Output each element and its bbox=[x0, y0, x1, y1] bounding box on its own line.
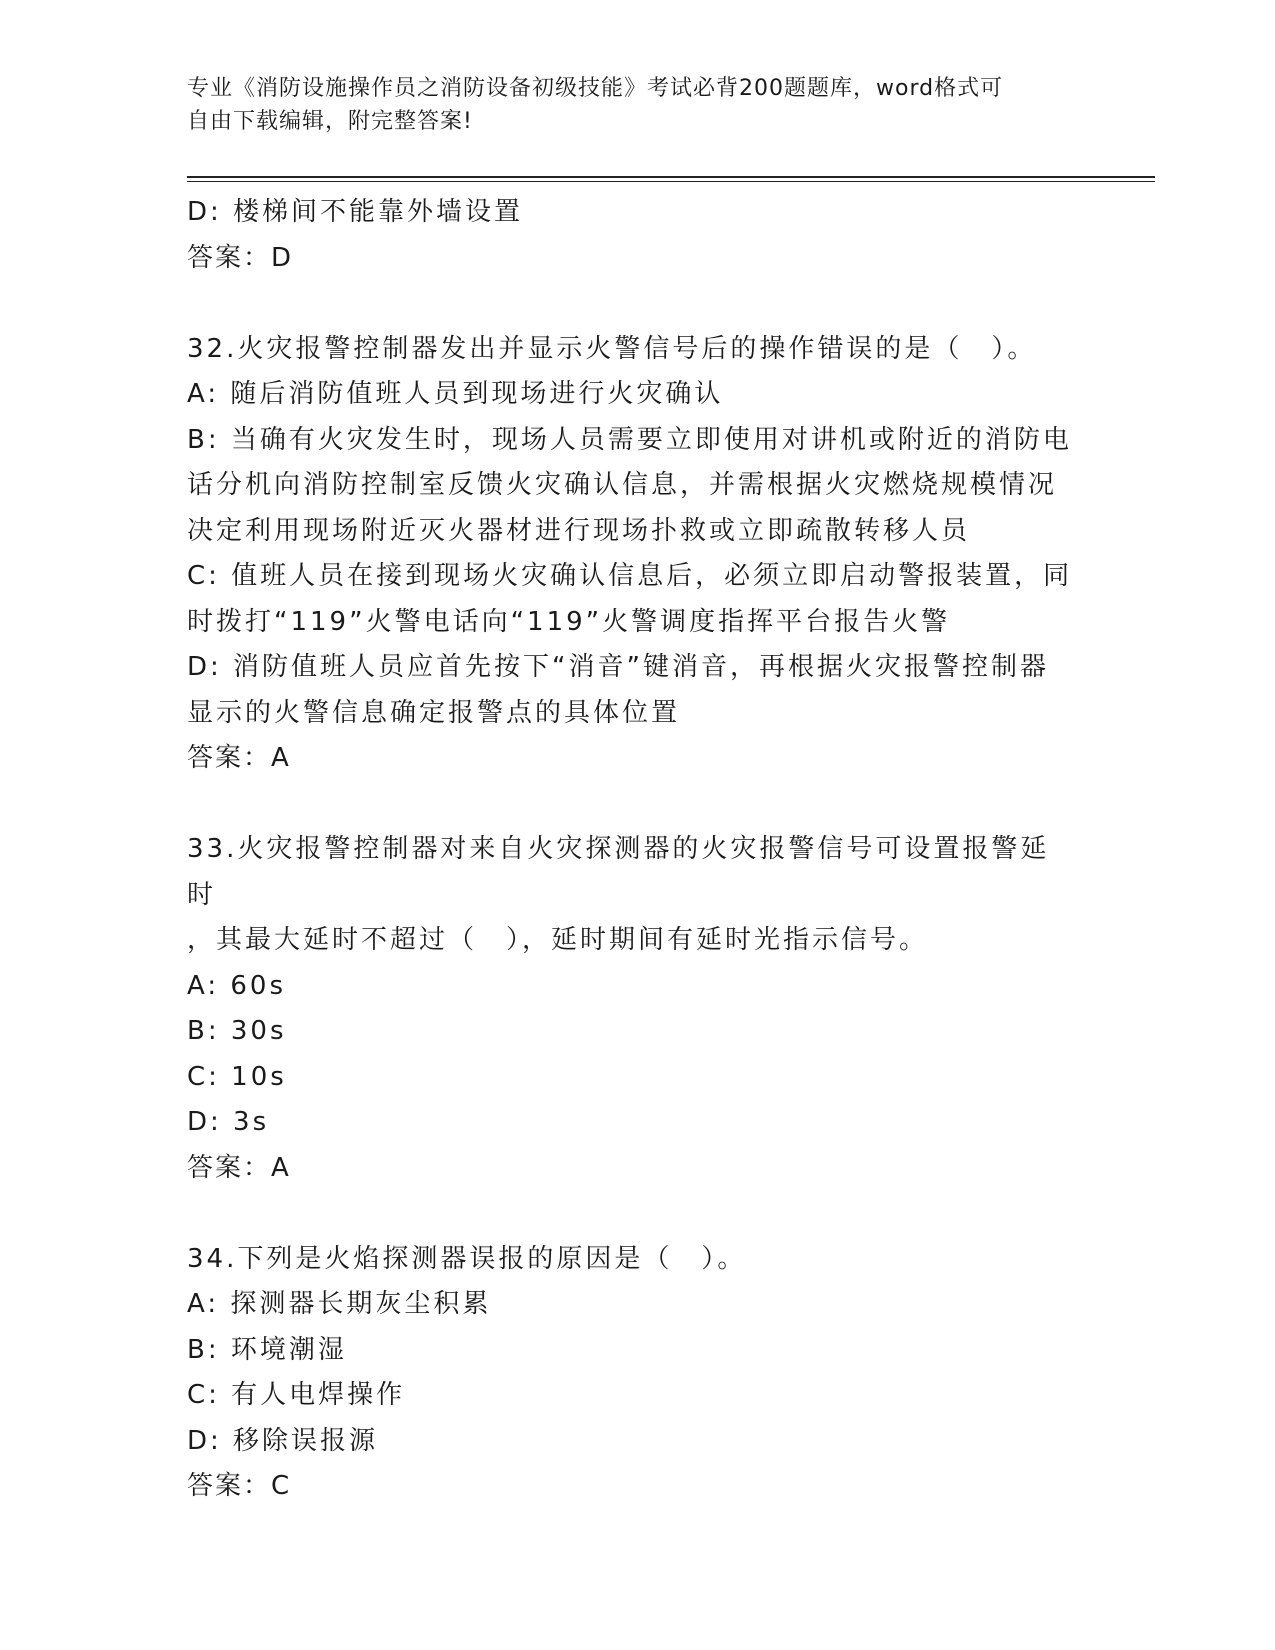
option-a: A: 60s bbox=[187, 970, 286, 1001]
header-divider-thin bbox=[187, 181, 1155, 182]
option-a: A: 探测器长期灰尘积累 bbox=[187, 1289, 492, 1319]
option-c: C: 值班人员在接到现场火灾确认信息后，必须立即启动警报装置，同 bbox=[187, 561, 1073, 591]
option-b-cont: 决定利用现场附近灭火器材进行现场扑救或立即疏散转移人员 bbox=[187, 515, 971, 546]
option-b: B: 当确有火灾发生时，现场人员需要立即使用对讲机或附近的消防电 bbox=[187, 424, 1072, 455]
option-b-cont: 话分机向消防控制室反馈火灾确认信息，并需根据火灾燃烧规模情况 bbox=[187, 470, 1058, 500]
question-stem-cont: ，其最大延时不超过（ ），延时期间有延时光指示信号。 bbox=[187, 925, 929, 955]
option-a: A: 随后消防值班人员到现场进行火灾确认 bbox=[187, 379, 724, 409]
header-line-1: 专业《消防设施操作员之消防设备初级技能》考试必背200题题库，word格式可 bbox=[187, 76, 1004, 101]
question-stem: 34.下列是火焰探测器误报的原因是（ ）。 bbox=[187, 1243, 747, 1274]
spacer bbox=[187, 782, 1077, 828]
question-stem: 33.火灾报警控制器对来自火灾探测器的火灾报警信号可设置报警延时 bbox=[187, 834, 1050, 910]
option-c: C: 10s bbox=[187, 1061, 287, 1092]
header-line-2: 自由下载编辑，附完整答案! bbox=[187, 109, 473, 134]
option-d-cont: 显示的火警信息确定报警点的具体位置 bbox=[187, 697, 681, 728]
spacer bbox=[187, 281, 1077, 327]
question-34 bbox=[187, 1237, 1077, 1510]
question-33 bbox=[187, 827, 1077, 1191]
option-c-cont: 时拨打“119”火警电话向“119”火警调度指挥平台报告火警 bbox=[187, 606, 951, 637]
option-b: B: 30s bbox=[187, 1016, 287, 1046]
option-d: D: 移除误报源 bbox=[187, 1425, 379, 1456]
prev-answer: 答案：D bbox=[187, 242, 294, 273]
spacer bbox=[187, 1191, 1077, 1237]
page-header bbox=[187, 72, 1067, 138]
option-b: B: 环境潮湿 bbox=[187, 1334, 347, 1365]
answer: 答案：A bbox=[187, 743, 291, 773]
header-divider bbox=[187, 176, 1155, 178]
question-stem: 32.火灾报警控制器发出并显示火警信号后的操作错误的是（ ）。 bbox=[187, 333, 1037, 364]
answer: 答案：A bbox=[187, 1152, 291, 1183]
question-32 bbox=[187, 327, 1077, 782]
option-c: C: 有人电焊操作 bbox=[187, 1380, 406, 1410]
answer: 答案：C bbox=[187, 1471, 292, 1501]
question-content bbox=[187, 190, 1077, 1510]
prev-option-d: D: 楼梯间不能靠外墙设置 bbox=[187, 197, 524, 227]
option-d: D: 3s bbox=[187, 1107, 270, 1137]
option-d: D: 消防值班人员应首先按下“消音”键消音，再根据火灾报警控制器 bbox=[187, 652, 1049, 682]
